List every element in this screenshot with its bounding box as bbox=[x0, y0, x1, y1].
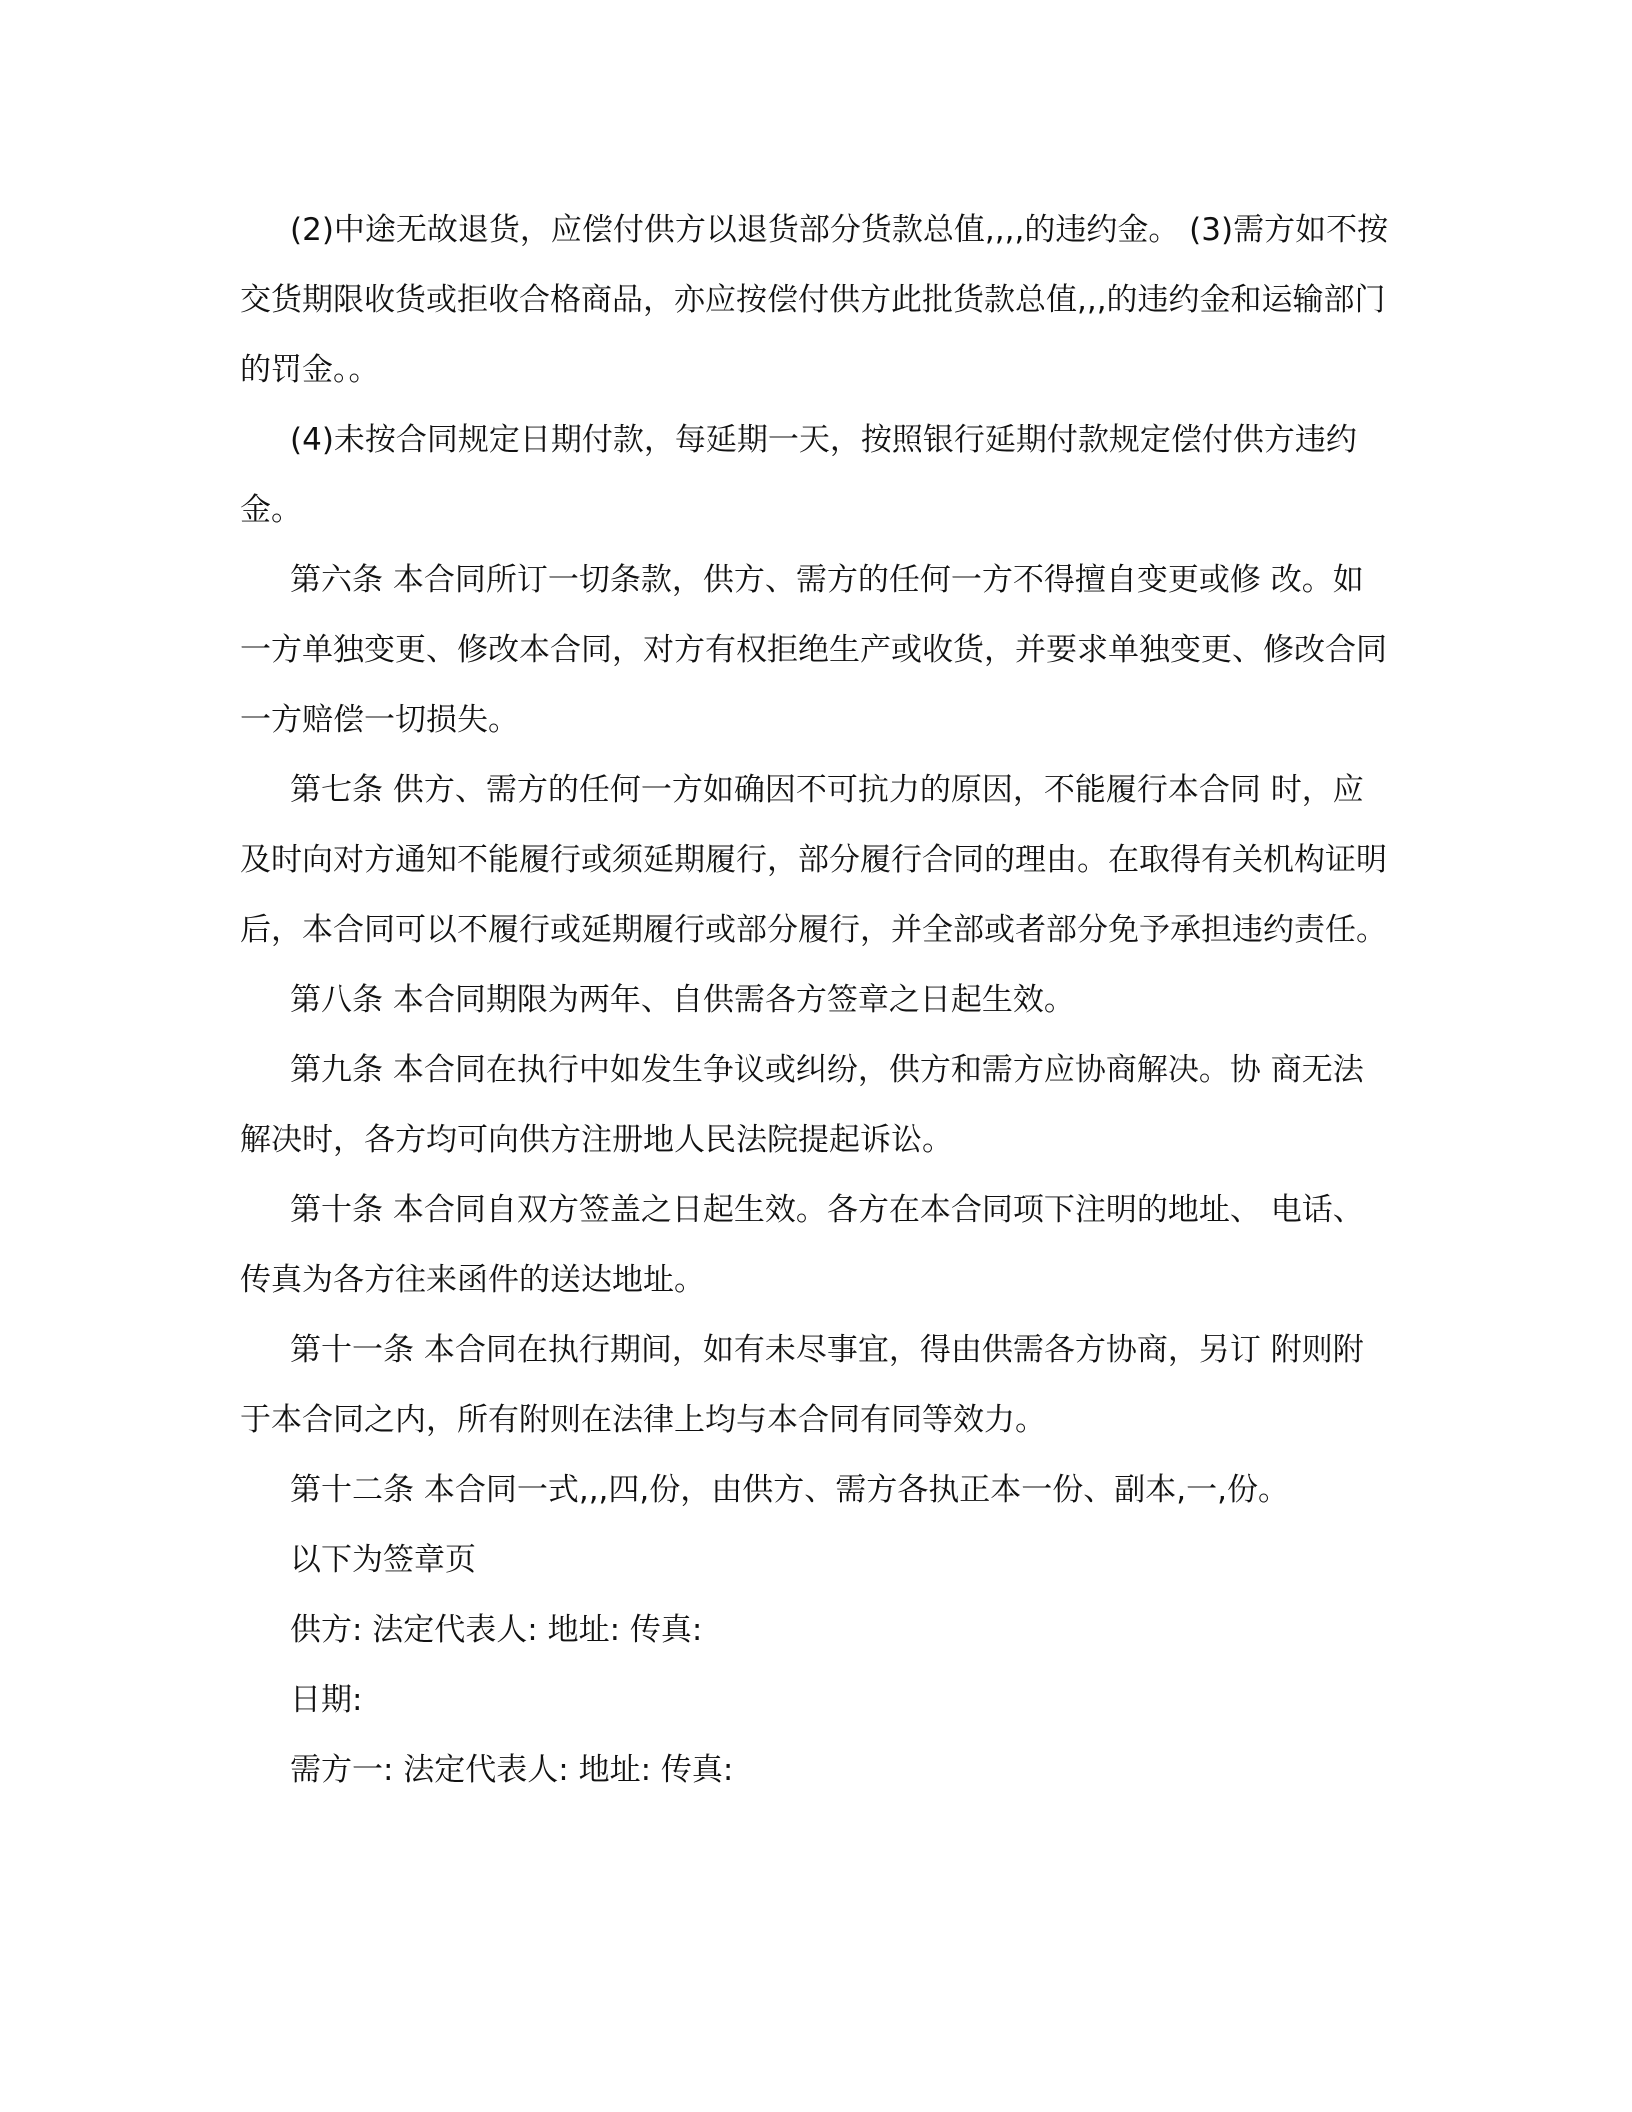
document-body bbox=[240, 195, 1390, 1805]
paragraph-article-9: 第九条 本合同在执行中如发生争议或纠纷，供方和需方应协商解决。协 商无法解决时，各方均可向供方注册地人民法院提起诉讼。 bbox=[240, 1052, 1364, 1158]
paragraph-penalty-return: (2)中途无故退货，应偿付供方以退货部分货款总值,,,,的违约金。 (3)需方如不按交货期限收货或拒收合格商品，亦应按偿付供方此批货款总值,,,的违约金和运输部门的罚金。。 bbox=[240, 212, 1389, 388]
paragraph-article-10: 第十条 本合同自双方签盖之日起生效。各方在本合同项下注明的地址、 电话、传真为各方往来函件的送达地址。 bbox=[240, 1192, 1364, 1298]
date-line: 日期: bbox=[290, 1682, 363, 1718]
paragraph-article-12: 第十二条 本合同一式,,,四,份，由供方、需方各执正本一份、副本,一,份。 bbox=[290, 1472, 1289, 1508]
paragraph-late-payment: (4)未按合同规定日期付款，每延期一天，按照银行延期付款规定偿付供方违约金。 bbox=[240, 422, 1357, 528]
paragraph-article-11: 第十一条 本合同在执行期间，如有未尽事宜，得由供需各方协商，另订 附则附于本合同之内，所有附则在法律上均与本合同有同等效力。 bbox=[240, 1332, 1364, 1438]
signature-page-heading: 以下为签章页 bbox=[290, 1542, 476, 1578]
supplier-signature-line: 供方: 法定代表人: 地址: 传真: bbox=[290, 1612, 703, 1648]
buyer-signature-line: 需方一: 法定代表人: 地址: 传真: bbox=[290, 1752, 734, 1788]
paragraph-article-6: 第六条 本合同所订一切条款，供方、需方的任何一方不得擅自变更或修 改。如一方单独变更、修改本合同，对方有权拒绝生产或收货，并要求单独变更、修改合同一方赔偿一切损失。 bbox=[240, 562, 1387, 738]
paragraph-article-8: 第八条 本合同期限为两年、自供需各方签章之日起生效。 bbox=[290, 982, 1075, 1018]
paragraph-article-7: 第七条 供方、需方的任何一方如确因不可抗力的原因，不能履行本合同 时，应及时向对方通知不能履行或须延期履行，部分履行合同的理由。在取得有关机构证明后，本合同可以不履行或延期履行或部分履行，并全部或者部分免予承担违约责任。 bbox=[240, 772, 1387, 948]
